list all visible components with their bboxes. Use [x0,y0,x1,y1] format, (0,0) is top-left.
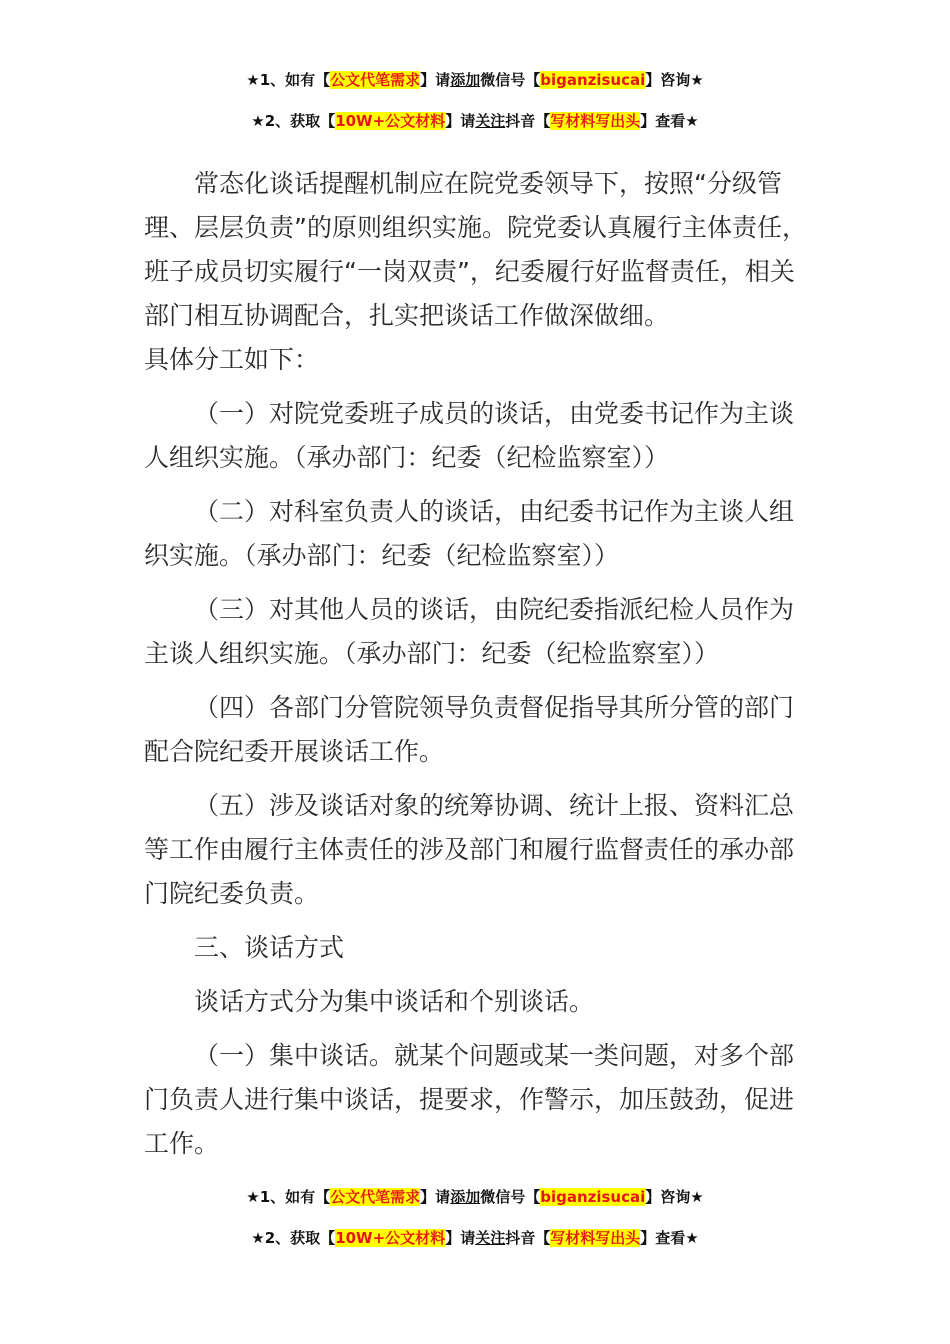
paragraph-collective-talk: （一）集中谈话。就某个问题或某一类问题，对多个部门负责人进行集中谈话，提要求，作警示，加压鼓劲，促进工作。 [144,1041,795,1158]
banner-highlight: biganzisucai [540,1188,646,1206]
banner-text: ★2、获取【 [251,112,336,130]
footer-banner-line-1 [0,1187,950,1207]
footer-banner-line-2 [0,1228,950,1248]
banner-highlight: 10W+公文材料 [335,112,446,130]
banner-text: ★1、如有【 [246,1188,331,1206]
banner-highlight: biganzisucai [540,71,646,89]
banner-text: 】请 [420,1188,451,1206]
banner-text: 微信号【 [480,1188,541,1206]
header-banner-line-2 [0,111,950,131]
banner-text: 】请 [420,71,451,89]
paragraph-item-5: （五）涉及谈话对象的统筹协调、统计上报、资料汇总等工作由履行主体责任的涉及部门和履行监督责任的承办部门院纪委负责。 [144,791,795,908]
banner-highlight: 10W+公文材料 [335,1229,446,1247]
banner-emphasis: 关注 [475,112,506,130]
banner-highlight: 写材料写出头 [550,112,641,130]
banner-text: 抖音【 [505,1229,551,1247]
banner-highlight: 写材料写出头 [550,1229,641,1247]
banner-text: 】咨询★ [645,1188,704,1206]
banner-highlight: 公文代笔需求 [330,71,421,89]
banner-text: 】请 [445,1229,476,1247]
banner-highlight: 公文代笔需求 [330,1188,421,1206]
banner-text: 】请 [445,112,476,130]
section-heading-3: 三、谈话方式 [194,933,345,962]
document-body [144,162,808,1166]
banner-text: 抖音【 [505,112,551,130]
banner-text: ★2、获取【 [251,1229,336,1247]
banner-emphasis: 添加 [450,71,481,89]
paragraph-item-4: （四）各部门分管院领导负责督促指导其所分管的部门配合院纪委开展谈话工作。 [144,693,795,766]
paragraph-intro: 常态化谈话提醒机制应在院党委领导下，按照“分级管理、层层负责”的原则组织实施。院党委认真履行主体责任，班子成员切实履行“一岗双责”，纪委履行好监督责任，相关部门相互协调配合，扎实把谈话工作做深做细。 [144,169,807,330]
banner-text: ★1、如有【 [246,71,331,89]
paragraph-item-1: （一）对院党委班子成员的谈话，由党委书记作为主谈人组织实施。（承办部门：纪委（纪检监察室）） [144,399,795,472]
paragraph-talk-methods: 谈话方式分为集中谈话和个别谈话。 [194,987,595,1016]
banner-text: 】咨询★ [645,71,704,89]
banner-text: 】查看★ [640,112,699,130]
banner-emphasis: 关注 [475,1229,506,1247]
banner-text: 】查看★ [640,1229,699,1247]
banner-text: 微信号【 [480,71,541,89]
paragraph-item-3: （三）对其他人员的谈话，由院纪委指派纪检人员作为主谈人组织实施。（承办部门：纪委（纪检监察室）） [144,595,795,668]
paragraph-item-2: （二）对科室负责人的谈话，由纪委书记作为主谈人组织实施。（承办部门：纪委（纪检监察室）） [144,497,795,570]
banner-emphasis: 添加 [450,1188,481,1206]
header-banner-line-1 [0,70,950,90]
paragraph-division-heading: 具体分工如下： [144,345,320,374]
